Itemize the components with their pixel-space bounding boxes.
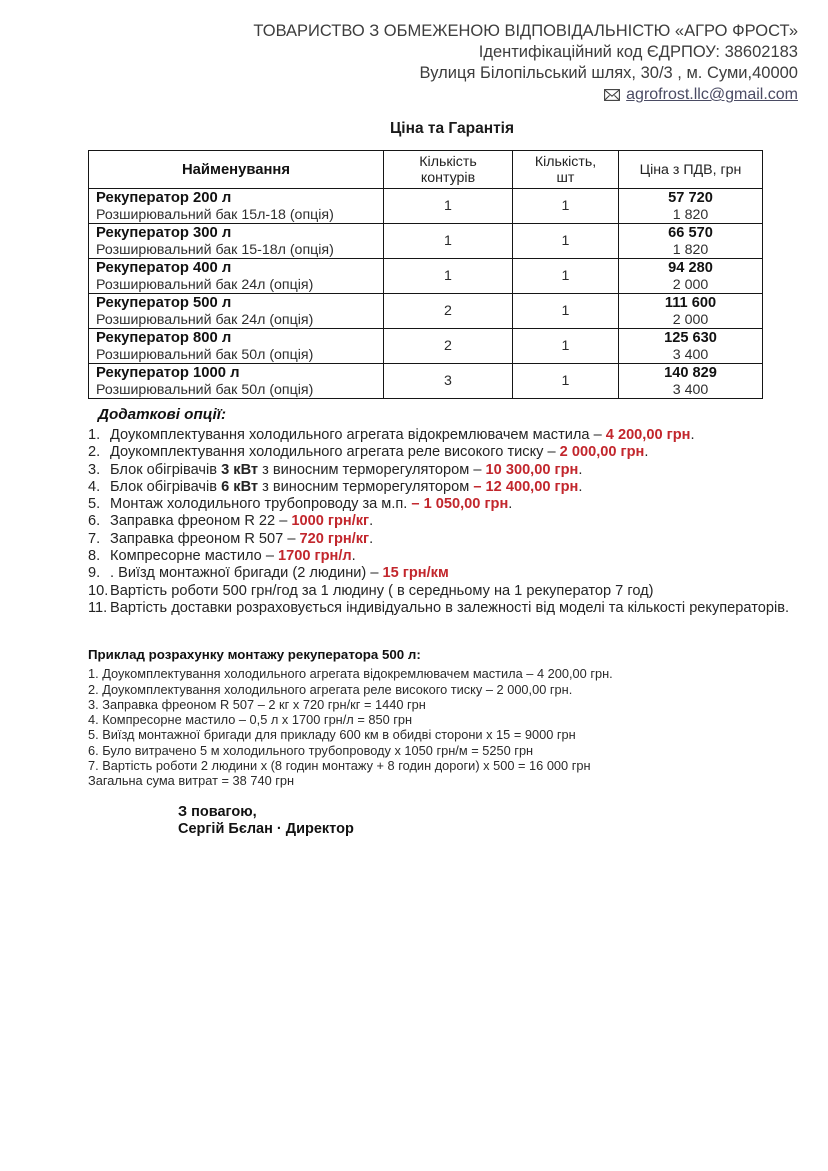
example-line: 3. Заправка фреоном R 507 – 2 кг х 720 грн/кг = 1440 грн: [88, 696, 426, 712]
option-text-part: Компресорне мастило –: [110, 548, 279, 565]
col-header-price: Ціна з ПДВ, грн: [619, 151, 763, 189]
option-item: [88, 462, 802, 479]
option-price-value: 2 000: [672, 276, 709, 293]
price-table: [88, 150, 763, 399]
option-text-part: Блок обігрівачів: [110, 461, 222, 478]
option-price: – 1 050,00 грн: [411, 496, 509, 513]
option-text-part: .: [351, 548, 356, 565]
option-text-part: .: [508, 496, 513, 513]
option-price: 15 грн/км: [382, 565, 449, 582]
option-text-part: Заправка фреоном R 22 –: [110, 513, 292, 530]
product-name: Рекуператор 800 л: [96, 329, 232, 346]
option-item: [88, 427, 802, 444]
example-line: 1. Доукомплектування холодильного агрегата відокремлювачем мастила – 4 200,00 грн.: [88, 666, 613, 682]
option-price: 10 300,00 грн: [485, 461, 579, 478]
company-name: ТОВАРИСТВО З ОБМЕЖЕНОЮ ВІДПОВІДАЛЬНІСТЮ «АГРО ФРОСТ»: [253, 22, 798, 40]
option-text: [110, 462, 802, 479]
option-number: 5.: [88, 496, 101, 513]
option-item: [88, 600, 802, 617]
table-row: [89, 259, 763, 294]
option-text: [110, 600, 802, 617]
letterhead: [253, 21, 798, 105]
table-row: [89, 364, 763, 399]
signature-closing: З повагою,: [178, 804, 257, 820]
product-option: Розширювальний бак 50л (опція): [96, 346, 314, 363]
price-cell: [619, 259, 763, 294]
product-cell: [89, 364, 384, 399]
product-name: Рекуператор 500 л: [96, 294, 232, 311]
table-row: [89, 189, 763, 224]
example-heading: Приклад розрахунку монтажу рекуператора 500 л:: [88, 647, 421, 662]
signature-name: Сергій Бєлан · Директор: [178, 820, 354, 837]
table-header-row: [89, 151, 763, 189]
option-price: 4 200,00 грн: [605, 427, 691, 443]
price-value: 125 630: [664, 329, 717, 346]
option-number: 8.: [88, 548, 101, 565]
price-value: 66 570: [668, 224, 713, 241]
product-option: Розширювальний бак 15л-18 (опція): [96, 206, 334, 223]
col-header-name: Найменування: [89, 151, 384, 189]
option-text: [110, 548, 802, 565]
product-cell: [89, 224, 384, 259]
option-number: 10.: [88, 582, 109, 599]
option-text-part: Блок обігрівачів: [110, 478, 222, 495]
option-item: [88, 479, 802, 496]
option-text-part: .: [578, 461, 583, 478]
option-text-part: .: [369, 530, 374, 547]
table-row: [89, 224, 763, 259]
option-number: 3.: [88, 461, 101, 478]
table-row: [89, 294, 763, 329]
option-item: [88, 496, 802, 513]
options-section: [88, 406, 802, 617]
option-price-value: 1 820: [672, 241, 709, 258]
qty-cell: 1: [513, 329, 619, 364]
option-text-part: Вартість доставки розраховується індивідуально в залежності від моделі та кількості рекуператорів.: [110, 599, 790, 616]
product-name: Рекуператор 300 л: [96, 224, 232, 241]
option-text-part: Заправка фреоном R 507 –: [110, 530, 300, 547]
example-section: [88, 647, 802, 789]
option-text-part: .: [578, 478, 583, 495]
example-line: 5. Виїзд монтажної бригади для прикладу 600 км в обидві сторони х 15 = 9000 грн: [88, 727, 576, 743]
price-cell: [619, 329, 763, 364]
option-text-bold: 3 кВт: [221, 461, 259, 478]
product-name: Рекуператор 400 л: [96, 259, 232, 276]
product-cell: [89, 189, 384, 224]
col-header-circuits: Кількість контурів: [384, 151, 513, 189]
company-id: Ідентифікаційний код ЄДРПОУ: 38602183: [478, 43, 798, 61]
option-item: [88, 444, 802, 461]
option-number: 9.: [88, 565, 101, 582]
envelope-icon: [604, 89, 620, 101]
price-cell: [619, 189, 763, 224]
product-option: Розширювальний бак 15-18л (опція): [96, 241, 334, 258]
product-option: Розширювальний бак 24л (опція): [96, 276, 314, 293]
option-price: 1700 грн/л: [278, 548, 352, 565]
product-cell: [89, 294, 384, 329]
price-table-body: [89, 189, 763, 399]
price-cell: [619, 364, 763, 399]
product-cell: [89, 259, 384, 294]
option-item: [88, 513, 802, 530]
option-text: [110, 479, 802, 496]
option-number: 1.: [88, 427, 101, 443]
product-name: Рекуператор 1000 л: [96, 364, 240, 381]
option-text-part: .: [690, 427, 695, 443]
options-heading: Додаткові опції:: [98, 406, 227, 423]
example-line: 4. Компресорне мастило – 0,5 л х 1700 грн/л = 850 грн: [88, 712, 413, 728]
option-item: [88, 531, 802, 548]
circuits-cell: 1: [384, 259, 513, 294]
option-text-part: з виносним терморегулятором: [258, 478, 474, 495]
option-price-value: 3 400: [672, 381, 709, 398]
option-item: [88, 548, 802, 565]
option-text-part: Монтаж холодильного трубопроводу за м.п.: [110, 496, 412, 513]
example-line: 6. Було витрачено 5 м холодильного трубопроводу х 1050 грн/м = 5250 грн: [88, 742, 534, 758]
price-value: 57 720: [668, 189, 713, 206]
option-price: – 12 400,00 грн: [473, 478, 579, 495]
option-price: 1000 грн/кг: [291, 513, 370, 530]
qty-cell: 1: [513, 364, 619, 399]
option-price-value: 3 400: [672, 346, 709, 363]
page-title: Ціна та Гарантія: [389, 120, 515, 137]
example-list: [88, 666, 802, 773]
option-price: 2 000,00 грн: [559, 444, 645, 461]
table-row: [89, 329, 763, 364]
product-name: Рекуператор 200 л: [96, 189, 232, 206]
option-price: 720 грн/кг: [299, 530, 370, 547]
price-cell: [619, 294, 763, 329]
option-number: 6.: [88, 513, 101, 530]
option-text-part: .: [369, 513, 374, 530]
option-number: 2.: [88, 444, 101, 461]
circuits-cell: 2: [384, 294, 513, 329]
circuits-cell: 2: [384, 329, 513, 364]
circuits-cell: 3: [384, 364, 513, 399]
qty-cell: 1: [513, 189, 619, 224]
option-text-part: з виносним терморегулятором –: [258, 461, 486, 478]
qty-cell: 1: [513, 294, 619, 329]
option-text-part: .: [644, 444, 649, 461]
product-cell: [89, 329, 384, 364]
price-value: 94 280: [668, 259, 713, 276]
option-price-value: 2 000: [672, 311, 709, 328]
circuits-cell: 1: [384, 224, 513, 259]
option-text: [110, 513, 802, 530]
option-text: [110, 427, 802, 444]
option-text: [110, 444, 802, 461]
product-option: Розширювальний бак 50л (опція): [96, 381, 314, 398]
option-item: [88, 565, 802, 582]
option-number: 7.: [88, 530, 101, 547]
product-option: Розширювальний бак 24л (опція): [96, 311, 314, 328]
option-text-bold: 6 кВт: [221, 478, 259, 495]
option-text-part: Вартість роботи 500 грн/год за 1 людину ( в середньому на 1 рекуператор 7 год): [110, 582, 654, 599]
option-item: [88, 583, 802, 600]
qty-cell: 1: [513, 224, 619, 259]
price-value: 140 829: [664, 364, 717, 381]
signature-block: [178, 804, 354, 837]
price-cell: [619, 224, 763, 259]
qty-cell: 1: [513, 259, 619, 294]
option-text-part: Доукомплектування холодильного агрегата відокремлювачем мастила –: [110, 427, 606, 443]
option-text: [110, 496, 802, 513]
option-number: 11.: [88, 599, 108, 616]
example-line: 7. Вартість роботи 2 людини х (8 годин монтажу + 8 годин дороги) х 500 = 16 000 грн: [88, 758, 591, 774]
col-header-qty: Кількість, шт: [513, 151, 619, 189]
option-price-value: 1 820: [672, 206, 709, 223]
price-value: 111 600: [664, 294, 717, 311]
email-link[interactable]: agrofrost.llc@gmail.com: [626, 86, 798, 103]
company-address: Вулиця Білопільський шлях, 30/3 , м. Суми,40000: [419, 64, 798, 82]
circuits-cell: 1: [384, 189, 513, 224]
option-text: [110, 565, 802, 582]
option-text: [110, 583, 802, 600]
option-number: 4.: [88, 478, 101, 495]
example-total: Загальна сума витрат = 38 740 грн: [88, 773, 295, 789]
option-text: [110, 531, 802, 548]
option-text-part: . Виїзд монтажної бригади (2 людини) –: [110, 565, 383, 582]
example-line: 2. Доукомплектування холодильного агрегата реле високого тиску – 2 000,00 грн.: [88, 681, 573, 697]
option-text-part: Доукомплектування холодильного агрегата реле високого тиску –: [110, 444, 560, 461]
options-list: [88, 427, 802, 617]
email-row: [253, 84, 798, 105]
